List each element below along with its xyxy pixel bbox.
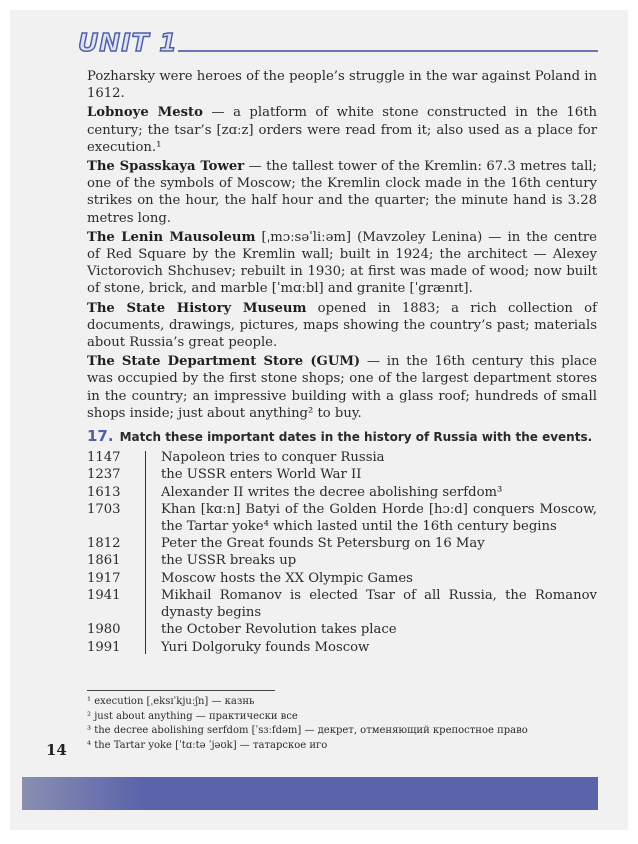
entry-term: Lobnoye Mesto: [87, 105, 203, 121]
event: the USSR breaks up: [161, 553, 297, 569]
date-row: [87, 621, 597, 638]
entry-gum: [87, 353, 597, 422]
year: 1812: [87, 536, 121, 552]
footnote-rule: [87, 690, 275, 691]
dates-list: [87, 449, 597, 655]
entry-text: opened in 1883; a rich collection of documents, drawings, pictures, maps showing the country’s past; materials about Russia’s great people.: [87, 300, 597, 351]
entry-term: The Spasskaya Tower: [87, 159, 245, 175]
entry-term: The State Department Store (GUM): [87, 354, 361, 370]
event: Peter the Great founds St Petersburg on 16 May: [161, 536, 485, 552]
event: Napoleon tries to conquer Russia: [161, 450, 385, 466]
year: 1980: [87, 622, 121, 638]
entry-term: The State History Museum: [87, 300, 307, 316]
date-row: [87, 466, 597, 483]
entry-text: — the tallest tower of the Kremlin: 67.3 metres tall; one of the symbols of Moscow; the Kremlin clock made in the 16th century strikes on the hour, the half hour and the quarter; the minute hand is 3.28 metres long.: [87, 159, 597, 226]
year: 1991: [87, 639, 121, 655]
year: 1613: [87, 484, 121, 500]
bottom-band: [22, 777, 598, 810]
unit-header: [78, 28, 598, 58]
event: Moscow hosts the XX Olympic Games: [161, 570, 413, 586]
event: Yuri Dolgoruky founds Moscow: [161, 639, 370, 655]
header-rule: [178, 50, 598, 52]
date-row: [87, 484, 597, 501]
entry-text: — in the 16th century this place was occupied by the first stone shops; one of the largest department stores in the country; an impressive building with a glass roof; hundreds of small shops inside; just about anything² to buy.: [87, 354, 597, 421]
entry-text: — a platform of white stone constructed in the 16th century; the tsar’s [zɑːz] orders were read from it; also used as a place for execution.¹: [87, 105, 597, 155]
date-row: [87, 552, 597, 569]
date-row: [87, 570, 597, 587]
entry-lobnoye-mesto: [87, 104, 597, 156]
entry-term: The Lenin Mausoleum: [87, 229, 256, 245]
footnote: ⁴ the Tartar yoke [ˈtɑːtə ˈjəʊk] — татарское иго: [87, 739, 328, 751]
date-row: [87, 535, 597, 552]
year: 1237: [87, 467, 121, 483]
band-texture: [22, 777, 142, 810]
date-row: [87, 501, 597, 535]
exercise-instruction: Match these important dates in the history of Russia with the events.: [119, 430, 593, 445]
year: 1941: [87, 587, 121, 603]
year: 1861: [87, 553, 121, 569]
entry-lenin-mausoleum: [87, 229, 597, 298]
date-row: [87, 587, 597, 621]
entry-spasskaya-tower: [87, 158, 597, 227]
footnotes: [87, 690, 597, 753]
exercise-number: 17.: [87, 427, 114, 446]
entry-history-museum: [87, 300, 597, 352]
exercise-title: [87, 428, 597, 446]
footnote: ³ the decree abolishing serfdom [ˈsɜːfdəm] — декрет, отменяющий крепостное право: [87, 725, 528, 736]
intro-paragraph: Pozharsky were heroes of the people’s struggle in the war against Poland in 1612.: [87, 69, 597, 102]
page-number: 14: [46, 741, 67, 759]
page-content: [87, 68, 597, 656]
event: the October Revolution takes place: [161, 622, 397, 638]
date-row: [87, 449, 597, 466]
entry-text: [ˌmɔːsəˈliːəm] (Mavzoley Lenina) — in the centre of Red Square by the Kremlin wall; built in 1924; the architect — Alexey Victorovich Shchusev; rebuilt in 1930; at first was made of wood; now built of stone, brick, and marble [ˈmɑːbl] and granite [ˈgrænɪt].: [87, 229, 597, 297]
footnote: ² just about anything — практически все: [87, 710, 298, 722]
event: Mikhail Romanov is elected Tsar of all Russia, the Romanov dynasty begins: [161, 587, 597, 621]
year: 1147: [87, 450, 121, 466]
year: 1703: [87, 501, 121, 517]
footnote: ¹ execution [ˌeksɪˈkjuːʃn] — казнь: [87, 696, 255, 707]
event: Khan [kɑːn] Batyi of the Golden Horde [hɔːd] conquers Moscow, the Tartar yoke⁴ which lasted until the 16th century begins: [161, 501, 597, 535]
date-row: [87, 639, 597, 656]
event: the USSR enters World War II: [161, 467, 362, 483]
event: Alexander II writes the decree abolishing serfdom³: [161, 484, 503, 500]
unit-logo: UNIT 1: [78, 28, 178, 57]
year: 1917: [87, 570, 121, 586]
